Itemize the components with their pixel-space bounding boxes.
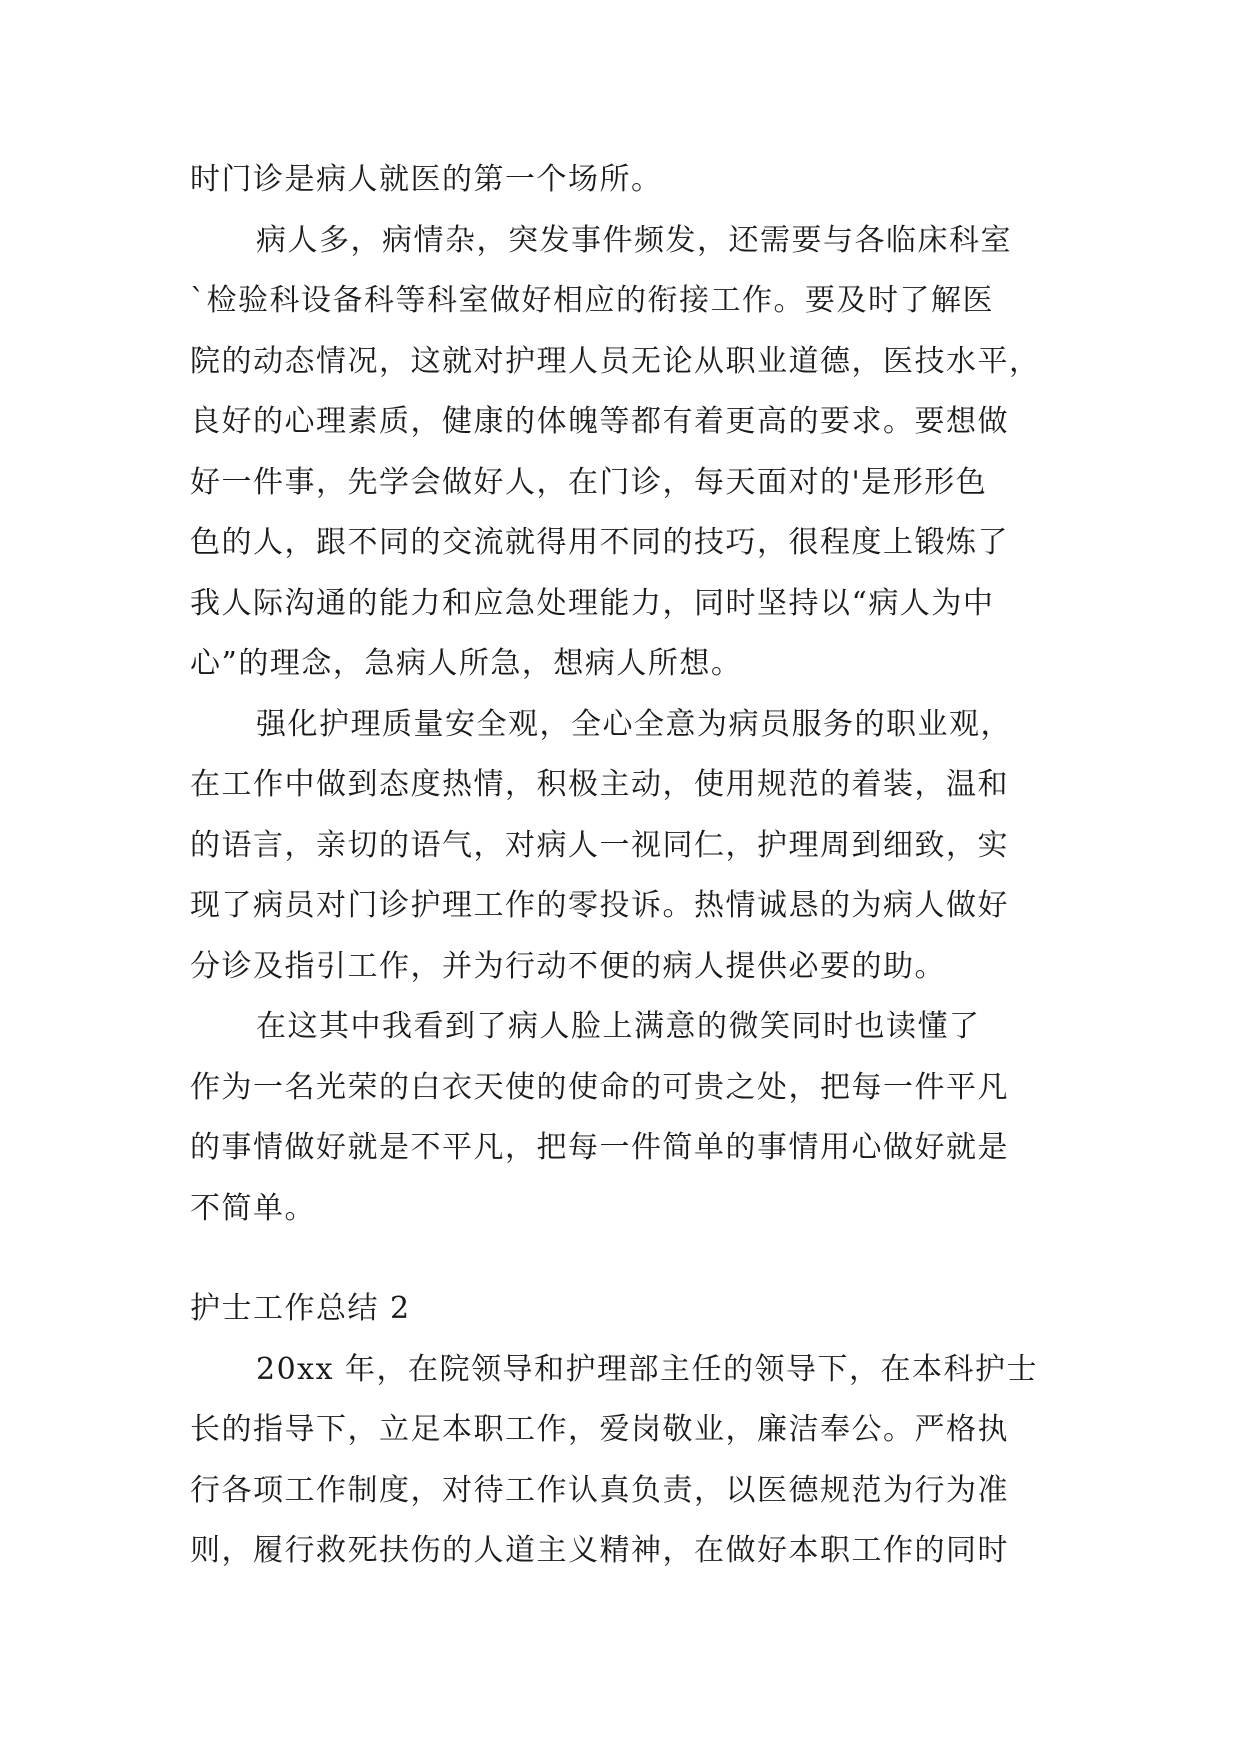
- text-line: 我人际沟通的能力和应急处理能力，同时坚持以“病人为中: [190, 585, 995, 621]
- text-line: 分诊及指引工作，并为行动不便的病人提供必要的助。: [190, 948, 946, 984]
- text-line: 则，履行救死扶伤的人道主义精神，在做好本职工作的同时: [190, 1533, 1009, 1568]
- paragraph-continuation: [190, 150, 1060, 211]
- paragraph-summary: [190, 1340, 1060, 1582]
- text-line: 作为一名光荣的白衣天使的使命的可贵之处，把每一件平凡: [190, 1069, 1009, 1105]
- text-line: 时门诊是病人就医的第一个场所。: [190, 162, 663, 197]
- text-line: 强化护理质量安全观，全心全意为病员服务的职业观，: [256, 706, 1012, 742]
- text-line: 色的人，跟不同的交流就得用不同的技巧，很程度上锻炼了: [190, 525, 1009, 560]
- text-line: 现了病员对门诊护理工作的零投诉。热情诚恳的为病人做好: [190, 888, 1009, 923]
- section-heading: 护士工作总结 2: [190, 1291, 411, 1326]
- text-line: 好一件事，先学会做好人，在门诊，每天面对的'是形形色: [190, 464, 988, 500]
- section-gap: [190, 1239, 1060, 1279]
- text-line: 不简单。: [190, 1190, 316, 1226]
- document-page: [190, 150, 1060, 1582]
- text-line: 在这其中我看到了病人脸上满意的微笑同时也读懂了: [256, 1009, 981, 1044]
- text-line: 病人多，病情杂，突发事件频发，还需要与各临床科室: [256, 222, 1012, 258]
- text-line: 院的动态情况，这就对护理人员无论从职业道德，医技水平，: [190, 343, 1041, 379]
- paragraph-quality: [190, 695, 1060, 998]
- text-line: 良好的心理素质，健康的体魄等都有着更高的要求。要想做: [190, 404, 1009, 439]
- text-line: 在工作中做到态度热情，积极主动，使用规范的着装，温和: [190, 767, 1009, 802]
- paragraph-patients: [190, 211, 1060, 695]
- text-line: `检验科设备科等科室做好相应的衔接工作。要及时了解医: [190, 283, 994, 318]
- text-line: 的事情做好就是不平凡，把每一件简单的事情用心做好就是: [190, 1130, 1009, 1165]
- text-line: 心”的理念，急病人所急，想病人所想。: [190, 646, 743, 681]
- text-line: 行各项工作制度，对待工作认真负责，以医德规范为行为准: [190, 1472, 1009, 1508]
- paragraph-smile: [190, 997, 1060, 1239]
- text-line: 的语言，亲切的语气，对病人一视同仁，护理周到细致，实: [190, 827, 1009, 863]
- text-line: 20xx 年，在院领导和护理部主任的领导下，在本科护士: [256, 1351, 1039, 1387]
- text-line: 长的指导下，立足本职工作，爱岗敬业，廉洁奉公。严格执: [190, 1412, 1009, 1447]
